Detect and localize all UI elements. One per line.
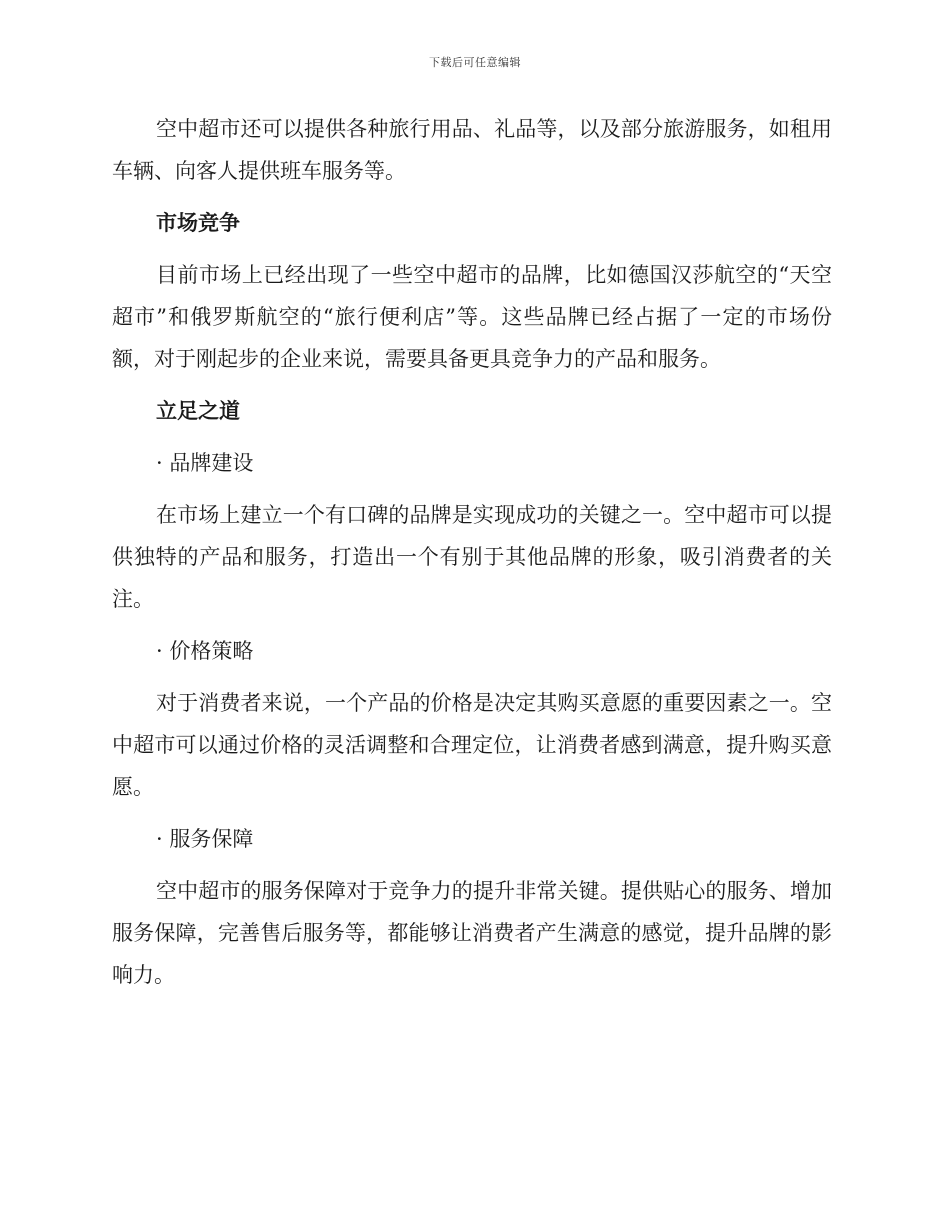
bullet-pricing-strategy: · 价格策略 <box>156 639 254 663</box>
heading-foothold: 立足之道 <box>156 399 240 423</box>
paragraph-pricing-strategy: 对于消费者来说，一个产品的价格是决定其购买意愿的重要因素之一。空中超市可以通过价格的灵活调整和合理定位，让消费者感到满意，提升购买意愿。 <box>112 691 832 799</box>
page-header: 下载后可任意编辑 <box>429 56 521 69</box>
heading-market-competition: 市场竞争 <box>156 211 240 235</box>
document-body <box>112 108 832 1006</box>
paragraph-travel-goods: 空中超市还可以提供各种旅行用品、礼品等，以及部分旅游服务，如租用车辆、向客人提供班车服务等。 <box>112 117 832 183</box>
paragraph-service-guarantee: 空中超市的服务保障对于竞争力的提升非常关键。提供贴心的服务、增加服务保障，完善售后服务等，都能够让消费者产生满意的感觉，提升品牌的影响力。 <box>112 879 832 987</box>
paragraph-market-competition: 目前市场上已经出现了一些空中超市的品牌，比如德国汉莎航空的“天空超市”和俄罗斯航空的“旅行便利店”等。这些品牌已经占据了一定的市场份额，对于刚起步的企业来说，需要具备更具竞争力的产品和服务。 <box>112 263 832 371</box>
bullet-brand-building: · 品牌建设 <box>156 451 254 475</box>
bullet-service-guarantee: · 服务保障 <box>156 827 254 851</box>
paragraph-brand-building: 在市场上建立一个有口碑的品牌是实现成功的关键之一。空中超市可以提供独特的产品和服务，打造出一个有别于其他品牌的形象，吸引消费者的关注。 <box>112 503 832 611</box>
